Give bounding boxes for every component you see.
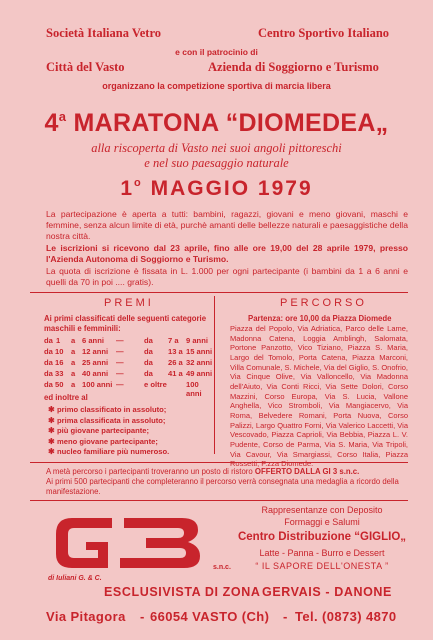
premi-category-cell: da 10 [44, 347, 64, 356]
company-owner: di Iuliani G. & C. [48, 575, 102, 582]
premi-category-cell: 13 a [168, 347, 183, 356]
premi-category-cell: da [44, 336, 53, 345]
org-centro-sportivo: Centro Sportivo Italiano [258, 26, 390, 40]
premi-extra-item [48, 416, 165, 425]
premi-category-cell: a [71, 336, 76, 345]
percorso-route: Piazza del Popolo, Via Adriatica, Parco delle Lame, Madonna Catena, Loggia Amblingh, Salomata, Portone Panzotto, Vico Tiziano, Piazza S. Maria, Largo del Tomolo, Porta Catena, Piazza Marconi, Villa Comunale, S. Michele, Via del Giglio, S. Onofrio, Via Cinque Olive, Via Valloncello, Via Madonna dell'Aiuto, Via Conti Ricci, Via Sette Dolori, Corso Mazzini, Corso Europa, Via S. Lucia, Vallone Anghella, Vico Stromboli, Via Mangiacervo, Via Roma, Belvedere Romani, Porta Nuova, Corso Palizzi, Largo Quattro Forni, Via Valerico Laccetti, Via Vescovado, Piazza Caprioli, Via Bebbia, Piazza L. V. Pudente, Corso de Parma, Via S. Maria, Via Tripoli, Via Cavour, Via Smargiassi, Corso Italia, Piazza Rossetti, P.zza Diomede. [230, 324, 408, 469]
org-citta-vasto: Città del Vasto [46, 60, 125, 74]
premi-category-cell: 100 anni [82, 380, 113, 389]
premi-category-cell: — [116, 369, 124, 378]
premi-category-cell: — [116, 358, 124, 367]
premi-extra-label: meno giovane partecipante; [57, 436, 158, 446]
premi-category-cell: — [116, 336, 124, 345]
premi-category-cell: da [144, 336, 153, 345]
address-street: Via Pitagora [46, 609, 126, 624]
percorso-heading: PERCORSO [280, 297, 367, 309]
event-date [0, 177, 433, 201]
intro-paragraph-3: La quota di iscrizione è fissata in L. 1.000 per ogni partecipante (i bambini da 1 a 6 anni e quelli da 70 in poi .... gratis). [46, 266, 408, 288]
premi-extra-item [48, 426, 149, 435]
premi-extra-item [48, 405, 166, 414]
premi-category-row [44, 369, 214, 380]
premi-category-cell: 15 anni [186, 347, 213, 356]
star-bullet-icon: ✱ [48, 426, 55, 435]
intro-paragraph-2: Le iscrizioni si ricevono dal 23 aprile, fino alle ore 19,00 del 28 aprile 1979, presso l'Azienda Autonoma di Soggiorno e Turismo. [46, 243, 408, 265]
star-bullet-icon: ✱ [48, 436, 55, 446]
footer-note-1a: A metà percorso i partecipanti troveranno un posto di ristoro [46, 467, 255, 476]
separator-2: - [283, 609, 288, 624]
premi-heading: PREMI [104, 297, 154, 309]
exclusive-label: ESCLUSIVISTA DI ZONA [104, 585, 261, 599]
star-bullet-icon: ✱ [48, 415, 55, 425]
premi-category-cell: 12 anni [82, 347, 109, 356]
company-suffix: s.n.c. [213, 564, 231, 571]
star-bullet-icon: ✱ [48, 405, 55, 414]
premi-category-cell: da [144, 369, 153, 378]
title-name: MARATONA “DIOMEDEA„ [73, 109, 389, 137]
date-rest: MAGGIO 1979 [150, 177, 313, 200]
footer-note-2: Ai primi 500 partecipanti che completeranno il percorso verrà consegnata una medaglia a ricordo della manifestazione. [46, 477, 399, 496]
premi-category-cell: 40 anni [82, 369, 109, 378]
footer-note-1b: OFFERTO DALLA GI 3 s.n.c. [254, 467, 360, 476]
date-ordinal: o [134, 177, 143, 189]
address-phone: Tel. (0873) 4870 [295, 609, 397, 624]
premi-category-row [44, 336, 214, 347]
org-azienda-soggiorno: Azienda di Soggiorno e Turismo [208, 60, 379, 74]
premi-category-cell: da 50 [44, 380, 64, 389]
premi-category-cell: da 16 [44, 358, 64, 367]
premi-extra-label: primo classificato in assoluto; [57, 405, 167, 414]
organizer-text: organizzano la competizione sportiva di marcia libera [102, 81, 331, 91]
subtitle-line1: alla riscoperta di Vasto nei suoi angoli pittoreschi [91, 141, 342, 155]
premi-category-cell: 6 anni [82, 336, 104, 345]
divider-vertical [214, 296, 215, 454]
premi-category-cell: 49 anni [186, 369, 213, 378]
premi-category-cell: 41 a [168, 369, 183, 378]
title-number: 4 [44, 109, 59, 137]
subtitle-line2: e nel suo paesaggio naturale [144, 156, 289, 170]
distribution-center: Centro Distribuzione “GIGLIO„ [237, 531, 407, 543]
premi-category-cell: da 33 [44, 369, 64, 378]
slogan-line: “ IL SAPORE DELL'ONESTA ” [255, 561, 389, 571]
date-day: 1 [120, 177, 135, 200]
intro-paragraph-1: La partecipazione è aperta a tutti: bambini, ragazzi, giovani e meno giovani, maschi e femmine, senza alcun limite di età, purchè amanti delle bellezze naturali e paesaggistiche della nostra città. [46, 209, 408, 242]
premi-extra-item [48, 437, 158, 446]
premi-extra-label: prima classificata in assoluto; [57, 415, 166, 425]
separator-1: - [140, 609, 145, 624]
premi-category-cell: a [71, 369, 76, 378]
premi-category-cell: 1 [56, 336, 61, 345]
divider-bottom [30, 500, 408, 501]
footer-note-1 [46, 467, 408, 477]
premi-category-cell: a [71, 380, 76, 389]
premi-category-row [44, 347, 214, 358]
percorso-start: Partenza: ore 10,00 da Piazza Diomede [248, 314, 392, 323]
premi-category-cell: 26 a [168, 358, 183, 367]
event-title [0, 109, 433, 138]
patronage-text: e con il patrocinio di [175, 47, 258, 57]
premi-category-cell: — [116, 347, 124, 356]
exclusive-brands: GERVAIS - DANONE [262, 585, 392, 599]
premi-category-cell: da [144, 358, 153, 367]
premi-category-cell: a [71, 358, 76, 367]
premi-category-cell: a [71, 347, 76, 356]
divider-mid [30, 462, 408, 463]
premi-extra-item [48, 447, 169, 456]
divider-top [30, 292, 408, 293]
rep-line-2: Formaggi e Salumi [284, 517, 360, 527]
premi-intro: Ai primi classificati delle seguenti categorie maschili e femminili: [44, 314, 207, 333]
premi-category-row [44, 358, 214, 369]
premi-category-cell: 100 anni [186, 380, 202, 398]
premi-category-cell: 7 a [168, 336, 179, 345]
g3-logo [50, 512, 210, 574]
premi-category-cell: — [116, 380, 124, 389]
star-bullet-icon: ✱ [48, 447, 55, 456]
rep-line-1: Rappresentanze con Deposito [261, 505, 383, 515]
premi-extra-label: più giovane partecipante; [57, 426, 149, 435]
address-city: 66054 VASTO (Ch) [150, 609, 270, 624]
org-societa-vetro: Società Italiana Vetro [46, 26, 162, 40]
premi-category-cell: da [144, 347, 153, 356]
premi-category-cell: 32 anni [186, 358, 213, 367]
premi-extra-intro: ed inoltre al [44, 393, 88, 402]
premi-category-cell: 25 anni [82, 358, 109, 367]
title-ordinal: a [58, 109, 67, 124]
premi-extra-label: nucleo familiare più numeroso. [57, 447, 170, 456]
premi-category-cell: 9 anni [186, 336, 208, 345]
premi-category-cell: e oltre [144, 380, 167, 389]
products-line: Latte - Panna - Burro e Dessert [259, 548, 385, 558]
